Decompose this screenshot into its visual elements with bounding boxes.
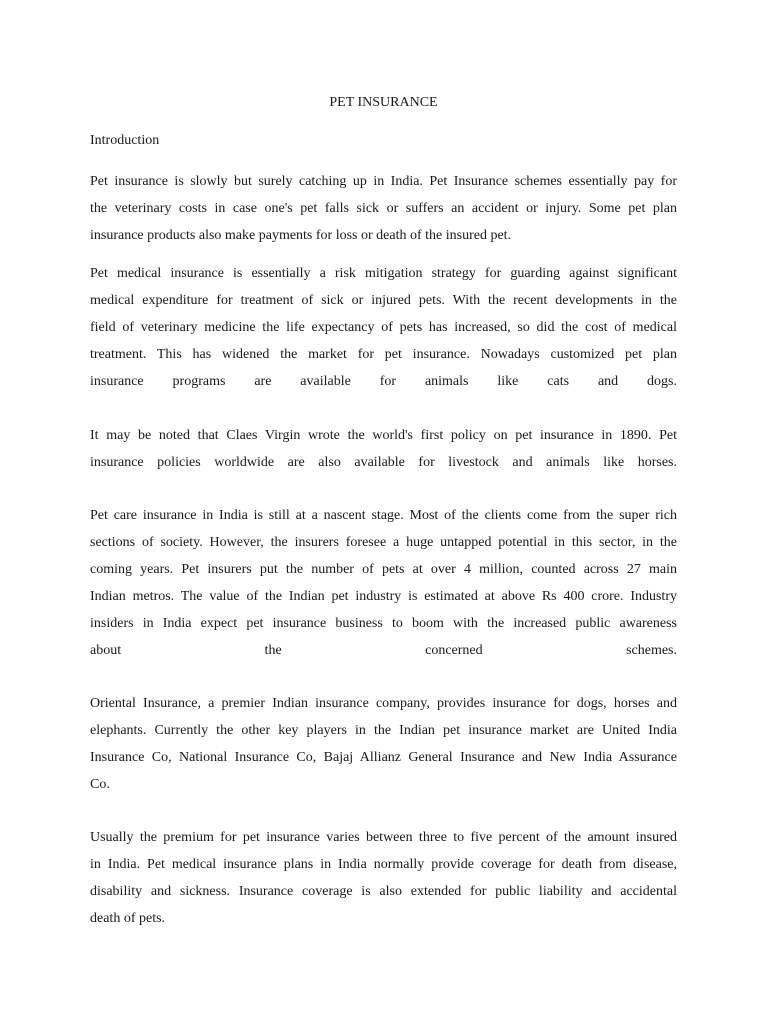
- paragraph-2: [90, 260, 677, 395]
- paragraph-line: Pet medical insurance is essentially a risk mitigation strategy for guarding against significant: [90, 266, 677, 281]
- paragraph-6: [90, 824, 677, 932]
- paragraph-line: insurance products also make payments for loss or death of the insured pet.: [90, 228, 512, 243]
- paragraph-1: [90, 168, 677, 249]
- paragraph-line: It may be noted that Claes Virgin wrote the world's first policy on pet insurance in 1890. Pet: [90, 428, 677, 443]
- paragraph-line: medical expenditure for treatment of sick or injured pets. With the recent developments in the: [90, 293, 677, 308]
- paragraph-line: in India. Pet medical insurance plans in India normally provide coverage for death from disease,: [90, 857, 677, 872]
- paragraph-4: [90, 502, 677, 664]
- paragraph-line: Usually the premium for pet insurance varies between three to five percent of the amount insured: [90, 830, 677, 845]
- paragraph-line: Oriental Insurance, a premier Indian insurance company, provides insurance for dogs, horses and: [90, 696, 677, 711]
- paragraph-line: treatment. This has widened the market for pet insurance. Nowadays customized pet plan: [90, 347, 677, 362]
- paragraph-line: sections of society. However, the insurers foresee a huge untapped potential in this sector, in the: [90, 535, 677, 550]
- paragraph-line: Pet care insurance in India is still at a nascent stage. Most of the clients come from the super rich: [90, 508, 677, 523]
- paragraph-line: elephants. Currently the other key players in the Indian pet insurance market are United India: [90, 723, 677, 738]
- section-heading: Introduction: [90, 133, 160, 148]
- paragraph-line: the veterinary costs in case one's pet falls sick or suffers an accident or injury. Some pet plan: [90, 201, 677, 216]
- paragraph-line: field of veterinary medicine the life expectancy of pets has increased, so did the cost of medical: [90, 320, 677, 335]
- paragraph-3: [90, 422, 677, 476]
- paragraph-5: [90, 690, 677, 798]
- paragraph-line: Pet insurance is slowly but surely catching up in India. Pet Insurance schemes essentially pay for: [90, 174, 677, 189]
- paragraph-line: death of pets.: [90, 911, 166, 926]
- paragraph-line: about the concerned schemes.: [90, 643, 677, 658]
- paragraph-line: insurance programs are available for animals like cats and dogs.: [90, 374, 677, 389]
- paragraph-line: insurance policies worldwide are also available for livestock and animals like horses.: [90, 455, 677, 470]
- paragraph-line: insiders in India expect pet insurance business to boom with the increased public awareness: [90, 616, 677, 631]
- document-page: [90, 0, 677, 1024]
- paragraph-line: disability and sickness. Insurance coverage is also extended for public liability and accidental: [90, 884, 677, 899]
- document-title: PET INSURANCE: [329, 95, 438, 110]
- paragraph-line: Insurance Co, National Insurance Co, Bajaj Allianz General Insurance and New India Assurance: [90, 750, 677, 765]
- paragraph-line: Indian metros. The value of the Indian pet industry is estimated at above Rs 400 crore. Industry: [90, 589, 677, 604]
- paragraph-line: Co.: [90, 777, 110, 792]
- paragraph-line: coming years. Pet insurers put the number of pets at over 4 million, counted across 27 main: [90, 562, 677, 577]
